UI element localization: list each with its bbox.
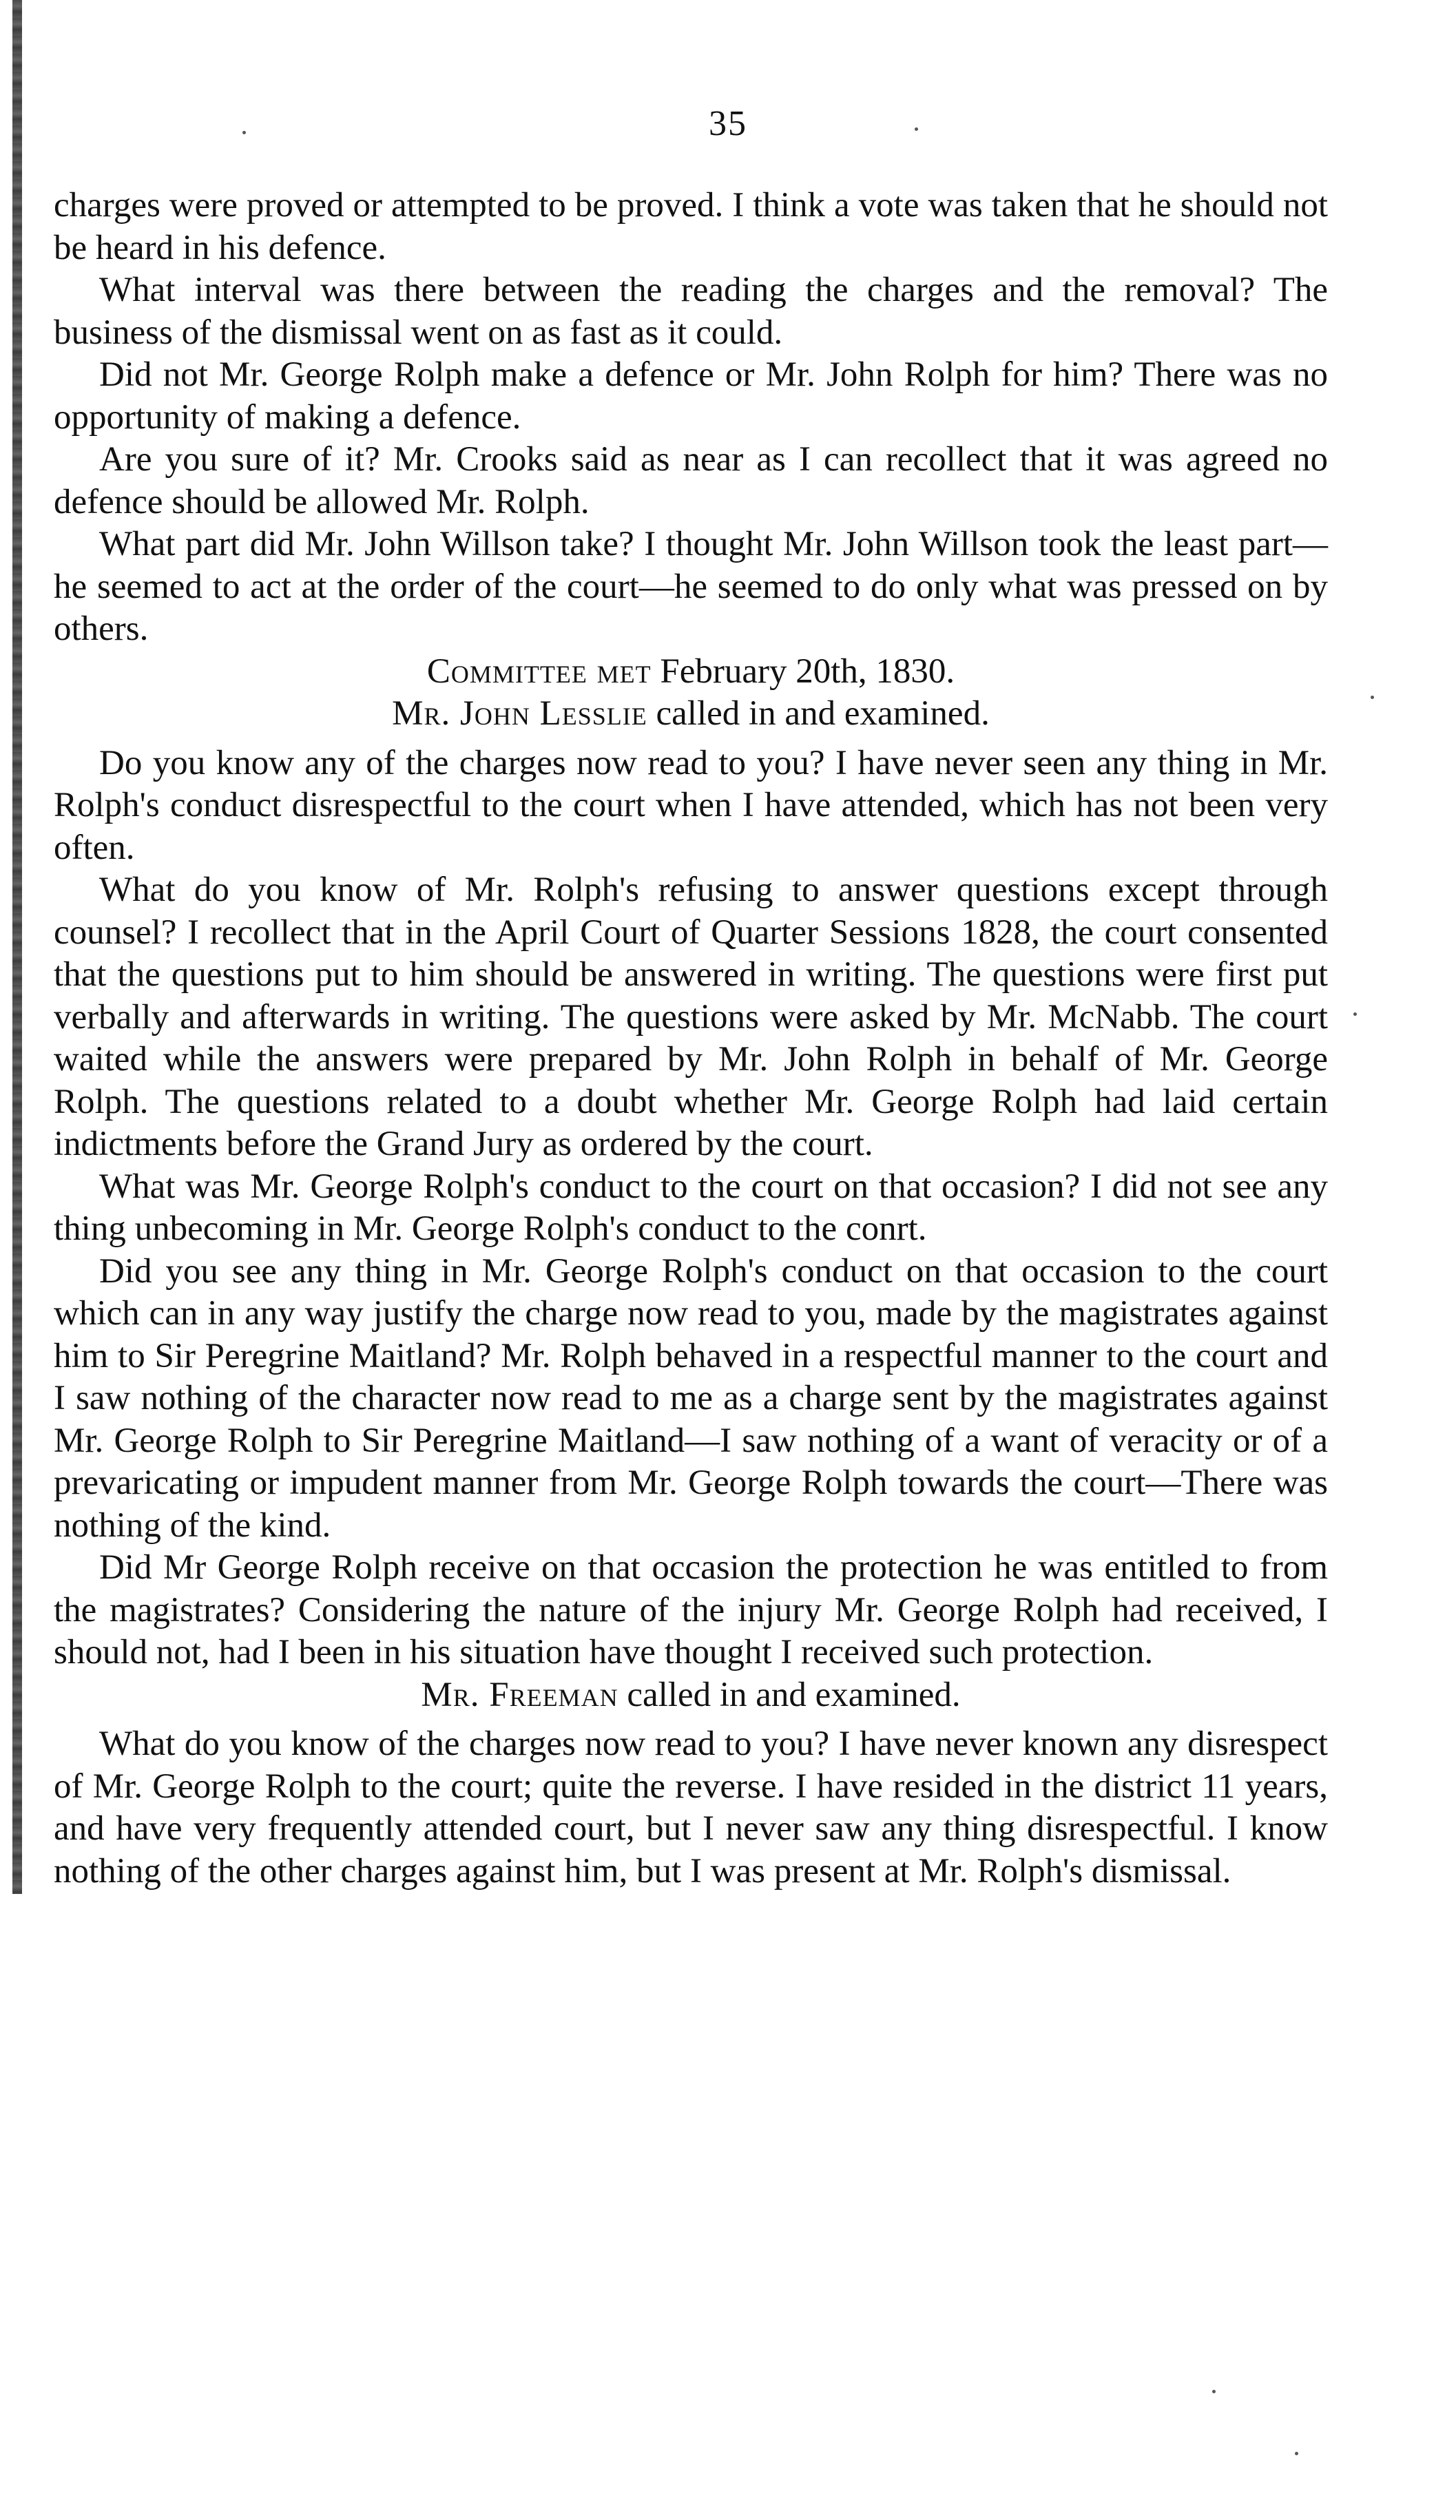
spacer <box>54 736 1328 742</box>
page-number: 35 <box>709 104 747 143</box>
witness-heading-rest: called in and examined. <box>647 694 990 733</box>
witness-heading-lesslie <box>54 693 1328 736</box>
paragraph-question-interval: What interval was there between the reading the charges and the removal? The business of the dismissal went on as fast as it could. <box>54 271 1328 352</box>
paper-speck <box>915 127 918 131</box>
page-binding-edge <box>12 0 22 1894</box>
paragraph-continued: charges were proved or attempted to be proved. I think a vote was taken that he should not be heard in his defence. <box>54 186 1328 267</box>
paper-speck <box>1371 696 1374 699</box>
witness-heading-freeman <box>54 1674 1328 1717</box>
committee-heading-smallcaps: Committee met <box>426 652 652 691</box>
witness-prefix: Mr. <box>421 1675 490 1714</box>
witness-prefix: Mr. <box>392 694 461 733</box>
paragraph-question-freeman: What do you know of the charges now read to you? I have never known any disrespect of Mr. George Rolph to the court; quite the reverse. I have resided in the district 11 years, and have very frequently attended court, but I never saw any thing disrespectful. I know nothing of the other charges against him, but I was present at Mr. Rolph's dismissal. <box>54 1725 1328 1891</box>
text-column <box>54 185 1328 1893</box>
spacer <box>54 1716 1328 1723</box>
paragraph-question-conduct: What was Mr. George Rolph's conduct to the court on that occasion? I did not see any thing unbecoming in Mr. George Rolph's conduct to the conrt. <box>54 1167 1328 1248</box>
paper-speck <box>1295 2452 1298 2455</box>
paragraph-question-charges: Do you know any of the charges now read to you? I have never seen any thing in Mr. Rolph's conduct disrespectful to the court when I have attended, which has not been very often. <box>54 743 1328 867</box>
paper-speck <box>1212 2390 1216 2393</box>
committee-heading <box>54 651 1328 694</box>
paragraph-question-protection: Did Mr George Rolph receive on that occasion the protection he was entitled to from the magistrates? Considering the nature of the injury Mr. George Rolph had received, I should not, had I been in his situation have thought I received such protection. <box>54 1548 1328 1672</box>
witness-name: John Lesslie <box>460 694 647 733</box>
paragraph-question-justify: Did you see any thing in Mr. George Rolph's conduct on that occasion to the court which can in any way justify the charge now read to you, made by the magistrates against him to Sir Peregrine Maitland? Mr. Rolph behaved in a respectful manner to the court and I saw nothing of the character now read to me as a charge sent by the magistrates against Mr. George Rolph to Sir Peregrine Maitland—I saw nothing of a want of veracity or of a prevaricating or impudent manner from Mr. George Rolph towards the court—There was nothing of the kind. <box>54 1251 1328 1545</box>
paper-speck <box>1353 1012 1357 1016</box>
paragraph-question-counsel: What do you know of Mr. Rolph's refusing to answer questions except through counsel? I recollect that in the April Court of Quarter Sessions 1828, the court consented that the questions put to him should be answered in writing. The questions were first put verbally and afterwards in writing. The questions were asked by Mr. McNabb. The court waited while the answers were prepared by Mr. John Rolph in behalf of Mr. George Rolph. The questions related to a doubt whether Mr. George Rolph had laid certain indictments before the Grand Jury as ordered by the court. <box>54 871 1328 1163</box>
witness-heading-rest: called in and examined. <box>618 1675 961 1714</box>
paragraph-question-defence: Did not Mr. George Rolph make a defence or Mr. John Rolph for him? There was no opportunity of making a defence. <box>54 355 1328 437</box>
paragraph-question-sure: Are you sure of it? Mr. Crooks said as near as I can recollect that it was agreed no defence should be allowed Mr. Rolph. <box>54 440 1328 521</box>
paper-speck <box>242 131 246 134</box>
committee-heading-date: February 20th, 1830. <box>651 652 955 691</box>
witness-name: Freeman <box>489 1675 618 1714</box>
paragraph-question-willson: What part did Mr. John Willson take? I thought Mr. John Willson took the least part—he seemed to act at the order of the court—he seemed to do only what was pressed on by others. <box>54 525 1328 648</box>
